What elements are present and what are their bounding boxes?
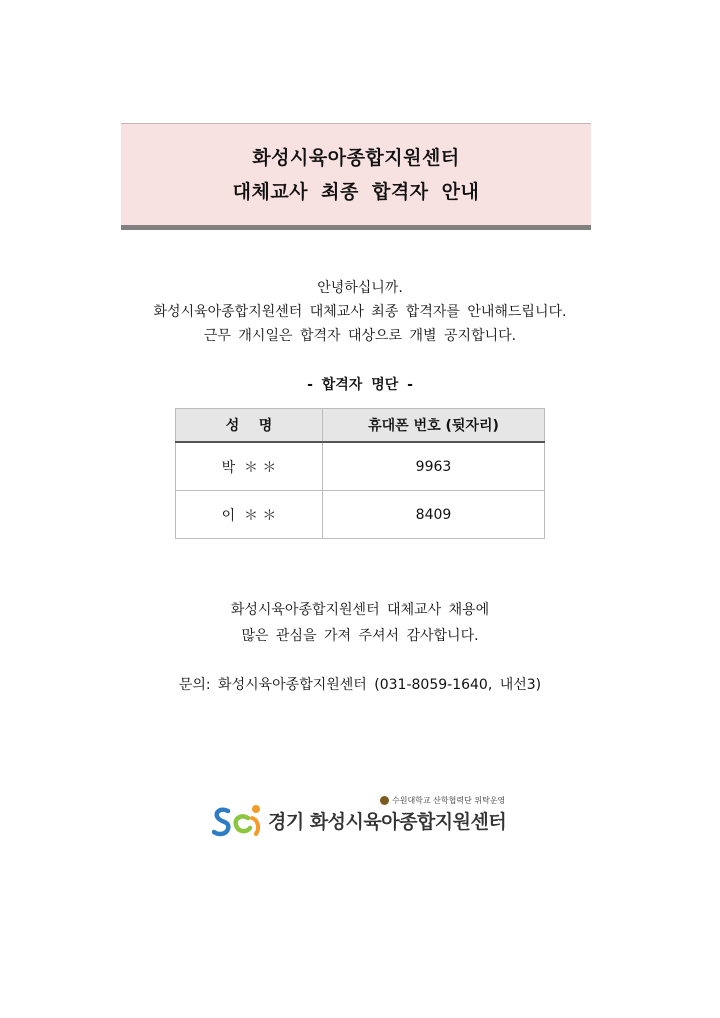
closing-text — [100, 597, 620, 649]
header-box — [121, 123, 591, 226]
result-table — [175, 408, 545, 539]
intro-announcement: 화성시육아종합지원센터 대체교사 최종 합격자를 안내해드립니다. — [153, 304, 567, 320]
contact-info: 문의: 화성시육아종합지원센터 (031-8059-1640, 내선3) — [178, 677, 542, 693]
table-cell-name: 박 ＊ ＊ — [176, 442, 323, 491]
table-row — [176, 442, 545, 491]
closing-line2: 많은 관심을 가져 주셔서 감사합니다. — [241, 628, 479, 644]
university-emblem-icon — [380, 796, 389, 805]
table-cell-phone: 8409 — [323, 491, 545, 539]
table-row — [176, 491, 545, 539]
list-title: - 합격자 명단 - — [307, 377, 413, 393]
header-title-line1: 화성시육아종합지원센터 — [252, 147, 460, 169]
header-divider-bar — [121, 225, 591, 230]
logo-subtitle-text: 수원대학교 산학협력단 위탁운영 — [392, 796, 506, 805]
column-header-phone: 휴대폰 번호 (뒷자리) — [323, 409, 545, 443]
table-cell-phone: 9963 — [323, 442, 545, 491]
intro-notice: 근무 개시일은 합격자 대상으로 개별 공지합니다. — [203, 328, 517, 344]
center-logo-icon — [212, 801, 264, 839]
table-header-row — [176, 409, 545, 443]
column-header-name: 성 명 — [176, 409, 323, 443]
intro-greeting: 안녕하십니까. — [317, 280, 403, 296]
logo-name: 경기 화성시육아종합지원센터 — [268, 811, 507, 833]
center-logo — [212, 795, 512, 840]
logo-subtitle — [380, 795, 505, 806]
closing-line1: 화성시육아종합지원센터 대체교사 채용에 — [230, 602, 490, 618]
table-cell-name: 이 ＊ ＊ — [176, 491, 323, 539]
intro-text — [100, 276, 620, 348]
header-title-line2: 대체교사 최종 합격자 안내 — [232, 181, 480, 203]
